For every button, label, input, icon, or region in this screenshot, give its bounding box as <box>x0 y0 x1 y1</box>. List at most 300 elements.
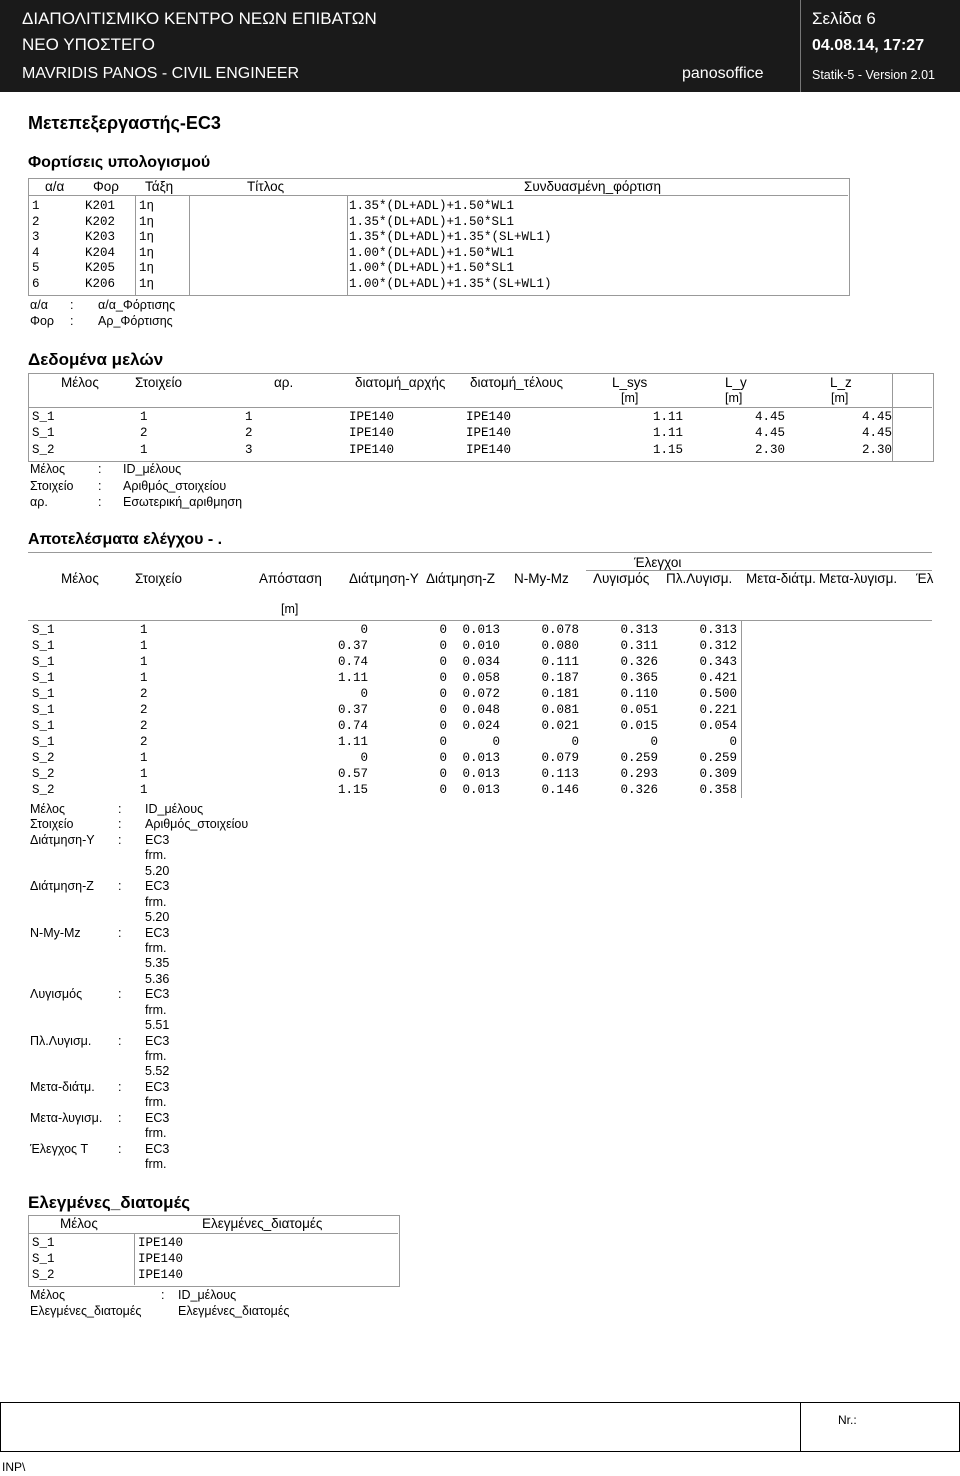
table-row <box>28 1236 398 1252</box>
table-cell: 0 <box>360 751 368 765</box>
legend-item <box>30 895 248 910</box>
column-header: Απόσταση <box>259 571 322 586</box>
footer-nr-label: Nr.: <box>838 1413 857 1427</box>
legend-sep: : <box>118 802 122 816</box>
table-cell: 0 <box>360 623 368 637</box>
table-cell: 0 <box>439 639 447 653</box>
table-cell: 0 <box>439 703 447 717</box>
column-header: Μετα-λυγισμ. <box>819 571 898 586</box>
table-cell: 1 <box>140 751 148 765</box>
table-cell: 0.081 <box>541 703 579 717</box>
legend-value: EC3 <box>145 1141 170 1156</box>
legend-key <box>30 895 118 910</box>
legend-item <box>30 833 248 848</box>
legend-key: Πλ.Λυγισμ. <box>30 1033 92 1048</box>
legend-sep <box>161 1304 178 1320</box>
table-cell: 0.110 <box>620 687 658 701</box>
table-cell: K206 <box>85 277 116 291</box>
legend-value: ID_μέλους <box>178 1288 237 1302</box>
legend-sep: : <box>118 925 122 940</box>
table-cell: 4.45 <box>861 426 892 441</box>
table-cell: 2.30 <box>861 442 892 457</box>
sections-header-divider <box>28 1233 398 1234</box>
table-cell: 2 <box>32 214 40 229</box>
legend-sep: : <box>98 495 102 509</box>
table-cell: 4.45 <box>861 410 892 424</box>
results-header-divider <box>28 620 932 621</box>
column-unit: [m] <box>725 391 743 405</box>
table-cell: 0.058 <box>462 671 500 685</box>
legend-value: 5.20 <box>145 863 170 878</box>
column-header: Μέλος <box>61 375 99 390</box>
loads-header-divider <box>28 195 848 196</box>
table-cell: 0 <box>439 751 447 765</box>
legend-value: 5.20 <box>145 910 170 925</box>
table-cell: 0 <box>439 655 447 669</box>
table-cell: 1η <box>139 261 155 276</box>
legend-key <box>30 910 118 925</box>
table-cell: IPE140 <box>466 442 512 457</box>
column-header: L_y <box>725 375 747 390</box>
legend-key <box>30 1095 118 1110</box>
legend-item <box>30 1049 248 1064</box>
legend-key: Μέλος <box>30 802 66 816</box>
legend-key <box>30 1003 118 1018</box>
legend-key: Μετα-διάτμ. <box>30 1079 95 1094</box>
table-cell: S_2 <box>32 783 55 797</box>
legend-item <box>30 1003 248 1018</box>
col-header-titlos: Τίτλος <box>247 179 285 194</box>
table-cell: 4.45 <box>754 410 785 424</box>
legend-value: EC3 <box>145 925 170 940</box>
table-cell: 0 <box>650 735 658 749</box>
legend-value: EC3 <box>145 832 170 847</box>
col-header-aa: α/α <box>45 179 65 194</box>
legend-item <box>30 479 242 496</box>
legend-value: 5.51 <box>145 1018 170 1033</box>
legend-sep <box>118 956 145 971</box>
table-cell: 1.00*(DL+ADL)+1.35*(SL+WL1) <box>349 277 552 291</box>
table-cell: 1 <box>140 655 148 669</box>
column-header: Στοιχείο <box>135 375 182 390</box>
table-cell: S_2 <box>32 442 55 457</box>
legend-item <box>30 972 248 987</box>
table-cell: 5 <box>32 261 40 276</box>
legend-item <box>30 1111 248 1126</box>
table-cell: 0.146 <box>541 783 579 797</box>
table-cell: S_2 <box>32 751 55 765</box>
column-header: Μέλος <box>61 571 99 586</box>
project-subtitle: ΝΕΟ ΥΠΟΣΤΕΓΟ <box>22 35 155 54</box>
table-cell: IPE140 <box>138 1252 184 1266</box>
table-cell: 2 <box>140 735 148 749</box>
legend-key <box>30 941 118 956</box>
column-unit: [m] <box>831 391 849 405</box>
loads-legend <box>30 298 175 330</box>
column-header: Λυγισμός <box>593 571 650 586</box>
table-row <box>28 230 848 245</box>
col-header-combination: Συνδυασμένη_φόρτιση <box>524 179 661 194</box>
table-cell: 0.013 <box>462 751 500 765</box>
table-cell: IPE140 <box>466 410 512 424</box>
legend-item <box>30 1095 248 1110</box>
table-cell: 0.034 <box>462 655 500 669</box>
legend-item <box>30 956 248 971</box>
table-row <box>28 655 932 671</box>
legend-key <box>30 864 118 879</box>
legend-item <box>30 817 248 832</box>
table-cell: S_1 <box>32 426 55 441</box>
column-unit: [m] <box>621 391 639 405</box>
table-cell: 0.080 <box>541 639 579 653</box>
table-cell: 0 <box>439 671 447 685</box>
column-header: διατομή_τέλους <box>470 375 564 390</box>
table-cell: IPE140 <box>138 1268 184 1282</box>
header-divider <box>800 0 801 92</box>
legend-value: Αριθμός_στοιχείου <box>123 478 227 493</box>
legend-value: 5.52 <box>145 1064 170 1079</box>
loads-section-title: Φορτίσεις υπολογισμού <box>28 154 211 171</box>
table-cell: 1η <box>139 277 155 291</box>
table-row <box>28 703 932 719</box>
legend-item <box>30 879 248 894</box>
table-row <box>28 783 932 799</box>
table-cell: 1 <box>140 410 148 424</box>
sections-table-header <box>28 1216 398 1232</box>
table-row <box>28 426 932 442</box>
table-cell: 1.15 <box>337 783 368 797</box>
table-cell: 2 <box>140 719 148 733</box>
legend-item <box>30 1288 289 1304</box>
legend-item <box>30 864 248 879</box>
legend-item <box>30 1034 248 1049</box>
legend-sep: : <box>118 817 122 832</box>
col-header-member: Μέλος <box>60 1216 98 1231</box>
table-cell: 0.311 <box>620 639 658 653</box>
legend-item <box>30 314 175 330</box>
legend-item <box>30 987 248 1002</box>
table-row <box>28 623 932 639</box>
legend-sep: : <box>98 462 102 476</box>
legend-value: frm. <box>145 1049 167 1063</box>
results-group-label: Έλεγχοι <box>634 555 682 570</box>
table-cell: 1 <box>32 199 40 213</box>
table-cell: IPE140 <box>349 442 395 457</box>
legend-value: frm. <box>145 894 167 909</box>
table-cell: 0.181 <box>541 687 579 701</box>
legend-key <box>30 1126 118 1141</box>
table-cell: K202 <box>85 214 116 229</box>
legend-key <box>30 1049 118 1064</box>
legend-item <box>30 848 248 863</box>
table-cell: 0.500 <box>699 687 737 701</box>
legend-sep <box>118 1003 145 1018</box>
legend-key <box>30 956 118 971</box>
table-row <box>28 261 848 276</box>
legend-value: 5.36 <box>145 971 170 986</box>
results-top-border <box>28 552 932 553</box>
legend-key: Διάτμηση-Z <box>30 879 94 894</box>
legend-sep: : <box>70 298 74 312</box>
sections-legend <box>30 1288 289 1320</box>
legend-value: Εσωτερική_αριθμηση <box>123 495 243 509</box>
table-cell: S_1 <box>32 671 55 685</box>
table-cell: 4.45 <box>754 426 785 441</box>
table-cell: 0.111 <box>541 655 579 669</box>
legend-key: α/α <box>30 298 48 312</box>
table-cell: 1.35*(DL+ADL)+1.50*SL1 <box>349 214 515 229</box>
table-cell: 0.113 <box>541 767 579 781</box>
table-cell: S_1 <box>32 687 55 701</box>
legend-sep: : <box>161 1288 165 1302</box>
table-row <box>28 1268 398 1284</box>
table-row <box>28 410 932 426</box>
legend-key: Διάτμηση-Y <box>30 832 95 847</box>
results-section-title: Αποτελέσματα ελέγχου - . <box>28 531 223 548</box>
column-header: Στοιχείο <box>135 571 182 586</box>
column-header: διατομή_αρχής <box>355 375 446 390</box>
table-cell: IPE140 <box>138 1236 184 1250</box>
table-cell: 0.259 <box>699 751 737 765</box>
table-row <box>28 639 932 655</box>
table-cell: S_1 <box>32 1236 55 1250</box>
table-cell: 1.35*(DL+ADL)+1.35*(SL+WL1) <box>349 230 552 245</box>
table-cell: 1η <box>139 245 155 260</box>
table-cell: 0.312 <box>699 639 737 653</box>
table-cell: S_1 <box>32 1252 55 1266</box>
table-cell: 0.293 <box>620 767 658 781</box>
legend-sep <box>118 1064 145 1079</box>
legend-value: ID_μέλους <box>123 462 182 476</box>
table-cell: 0.015 <box>620 719 658 733</box>
footer-code: INP\ <box>2 1460 26 1474</box>
table-cell: K203 <box>85 230 116 245</box>
legend-key: N-My-Mz <box>30 925 81 940</box>
members-section-title: Δεδομένα μελών <box>28 350 164 369</box>
legend-value: frm. <box>145 848 167 863</box>
table-cell: 0 <box>571 735 579 749</box>
legend-item <box>30 1304 289 1320</box>
legend-sep: : <box>118 1079 122 1094</box>
legend-sep <box>118 1018 145 1033</box>
table-cell: 0.37 <box>337 639 368 653</box>
table-cell: S_1 <box>32 639 55 653</box>
legend-value: α/α_Φόρτισης <box>98 298 176 312</box>
legend-item <box>30 462 242 479</box>
table-cell: 3 <box>32 230 40 245</box>
table-cell: 0.021 <box>541 719 579 733</box>
table-cell: 0.079 <box>541 751 579 765</box>
table-cell: 0.421 <box>699 671 737 685</box>
legend-sep <box>118 864 145 879</box>
table-cell: IPE140 <box>349 426 395 441</box>
members-header-divider <box>28 407 932 408</box>
table-cell: 0.326 <box>620 783 658 797</box>
table-row <box>28 751 932 767</box>
footer-divider <box>800 1402 801 1452</box>
col-header-taxi: Τάξη <box>145 179 174 194</box>
table-cell: 1.00*(DL+ADL)+1.50*SL1 <box>349 261 515 276</box>
column-header: L_z <box>830 375 852 390</box>
legend-value: frm. <box>145 1095 167 1110</box>
table-cell: S_1 <box>32 735 55 749</box>
legend-value: EC3 <box>145 1079 170 1094</box>
table-cell: 0.013 <box>462 623 500 637</box>
table-row <box>28 215 848 230</box>
legend-item <box>30 941 248 956</box>
table-row <box>28 671 932 687</box>
legend-key: Έλεγχος T <box>30 1141 89 1156</box>
loads-table-header <box>28 179 848 195</box>
table-cell: 0.358 <box>699 783 737 797</box>
legend-value: Ελεγμένες_διατομές <box>178 1304 290 1318</box>
legend-sep <box>118 910 145 925</box>
members-legend <box>30 462 242 512</box>
legend-key: Ελεγμένες_διατομές <box>30 1304 142 1318</box>
table-cell: S_2 <box>32 1268 55 1282</box>
table-cell: 0.013 <box>462 783 500 797</box>
table-cell: S_1 <box>32 719 55 733</box>
table-cell: 0 <box>439 783 447 797</box>
table-cell: S_1 <box>32 410 55 424</box>
table-cell: 0.221 <box>699 703 737 717</box>
table-cell: 0.054 <box>699 719 737 733</box>
table-cell: 3 <box>245 442 253 457</box>
legend-value: frm. <box>145 940 167 955</box>
table-row <box>28 246 848 261</box>
legend-sep <box>118 848 145 863</box>
table-cell: 4 <box>32 245 40 260</box>
column-header: Μετα-διάτμ. <box>746 571 816 586</box>
legend-value: 5.35 <box>145 956 170 971</box>
legend-item <box>30 1018 248 1033</box>
table-cell: 0.326 <box>620 655 658 669</box>
table-row <box>28 199 848 214</box>
legend-item <box>30 298 175 314</box>
table-cell: 1.11 <box>652 410 683 424</box>
legend-sep: : <box>118 1033 122 1048</box>
column-header: L_sys <box>612 375 648 390</box>
legend-value: frm. <box>145 1157 167 1172</box>
table-cell: 1η <box>139 199 155 213</box>
table-cell: S_1 <box>32 623 55 637</box>
table-cell: 0.259 <box>620 751 658 765</box>
table-cell: 2 <box>140 426 148 441</box>
document-title: Μετεπεξεργαστής-EC3 <box>28 113 221 133</box>
legend-item <box>30 802 248 817</box>
page-number: Σελίδα 6 <box>812 9 876 28</box>
table-row <box>28 687 932 703</box>
table-cell: 1 <box>140 783 148 797</box>
table-row <box>28 277 848 292</box>
column-header: Πλ.Λυγισμ. <box>666 571 733 586</box>
legend-value: ID_μέλους <box>145 802 204 816</box>
legend-value: Αρ_Φόρτισης <box>98 314 173 328</box>
table-cell: 1 <box>245 410 253 424</box>
table-cell: 1.15 <box>652 442 683 457</box>
table-cell: 1 <box>140 671 148 685</box>
table-row <box>28 1252 398 1268</box>
table-cell: 0.051 <box>620 703 658 717</box>
table-row <box>28 735 932 751</box>
results-table-header <box>28 571 960 619</box>
legend-item <box>30 1080 248 1095</box>
table-cell: 1.11 <box>652 426 683 441</box>
table-cell: 1.35*(DL+ADL)+1.50*WL1 <box>349 199 515 213</box>
legend-sep: : <box>118 879 122 894</box>
legend-item <box>30 495 242 512</box>
legend-sep <box>118 1126 145 1141</box>
table-cell: 0.37 <box>337 703 368 717</box>
print-date: 04.08.14, 17:27 <box>812 37 925 54</box>
table-cell: S_1 <box>32 655 55 669</box>
table-cell: IPE140 <box>349 410 395 424</box>
engineer-name: MAVRIDIS PANOS - CIVIL ENGINEER <box>22 65 300 82</box>
legend-key: Στοιχείο <box>30 817 74 832</box>
legend-value: EC3 <box>145 879 170 894</box>
table-cell: 0 <box>439 735 447 749</box>
legend-key <box>30 1018 118 1033</box>
table-cell: 0.078 <box>541 623 579 637</box>
table-cell: 0.313 <box>699 623 737 637</box>
table-cell: 1 <box>140 767 148 781</box>
table-cell: S_2 <box>32 767 55 781</box>
table-cell: 1η <box>139 214 155 229</box>
table-cell: 0 <box>360 687 368 701</box>
office-name: panosoffice <box>682 65 764 82</box>
table-cell: 0 <box>439 767 447 781</box>
legend-key: Μέλος <box>30 1288 66 1302</box>
legend-item <box>30 910 248 925</box>
legend-sep: : <box>70 314 74 328</box>
legend-value: EC3 <box>145 1110 170 1125</box>
legend-item <box>30 1157 248 1172</box>
project-title: ΔΙΑΠΟΛΙΤΙΣΜΙΚΟ ΚΕΝΤΡΟ ΝΕΩΝ ΕΠΙΒΑΤΩΝ <box>22 9 377 28</box>
legend-item <box>30 1142 248 1157</box>
table-cell: 1η <box>139 230 155 245</box>
legend-sep: : <box>118 1141 122 1156</box>
sections-section-title: Ελεγμένες_διατομές <box>28 1193 191 1212</box>
column-header: Έλ <box>916 571 934 586</box>
legend-item <box>30 1126 248 1141</box>
legend-item <box>30 1064 248 1079</box>
table-row <box>28 719 932 735</box>
table-cell: 0.343 <box>699 655 737 669</box>
legend-key: αρ. <box>30 495 48 509</box>
legend-key <box>30 972 118 987</box>
table-cell: IPE140 <box>466 426 512 441</box>
legend-sep <box>118 1095 145 1110</box>
legend-sep <box>118 1157 145 1172</box>
legend-key: Μετα-λυγισμ. <box>30 1110 103 1125</box>
column-unit: [m] <box>281 602 299 616</box>
legend-sep <box>118 1049 145 1064</box>
column-header: Διάτμηση-Y <box>349 571 419 586</box>
table-cell: 0.010 <box>462 639 500 653</box>
legend-value: EC3 <box>145 1033 170 1048</box>
legend-sep: : <box>118 832 122 847</box>
table-row <box>28 767 932 783</box>
table-cell: 0.013 <box>462 767 500 781</box>
members-table-header <box>28 375 932 407</box>
legend-sep: : <box>118 987 122 1002</box>
table-cell: 0.365 <box>620 671 658 685</box>
column-header: N-My-Mz <box>514 571 569 586</box>
table-cell: 0.74 <box>337 655 368 669</box>
footer-frame <box>0 1402 960 1452</box>
table-cell: K205 <box>85 261 116 276</box>
table-cell: 1.11 <box>337 735 368 749</box>
